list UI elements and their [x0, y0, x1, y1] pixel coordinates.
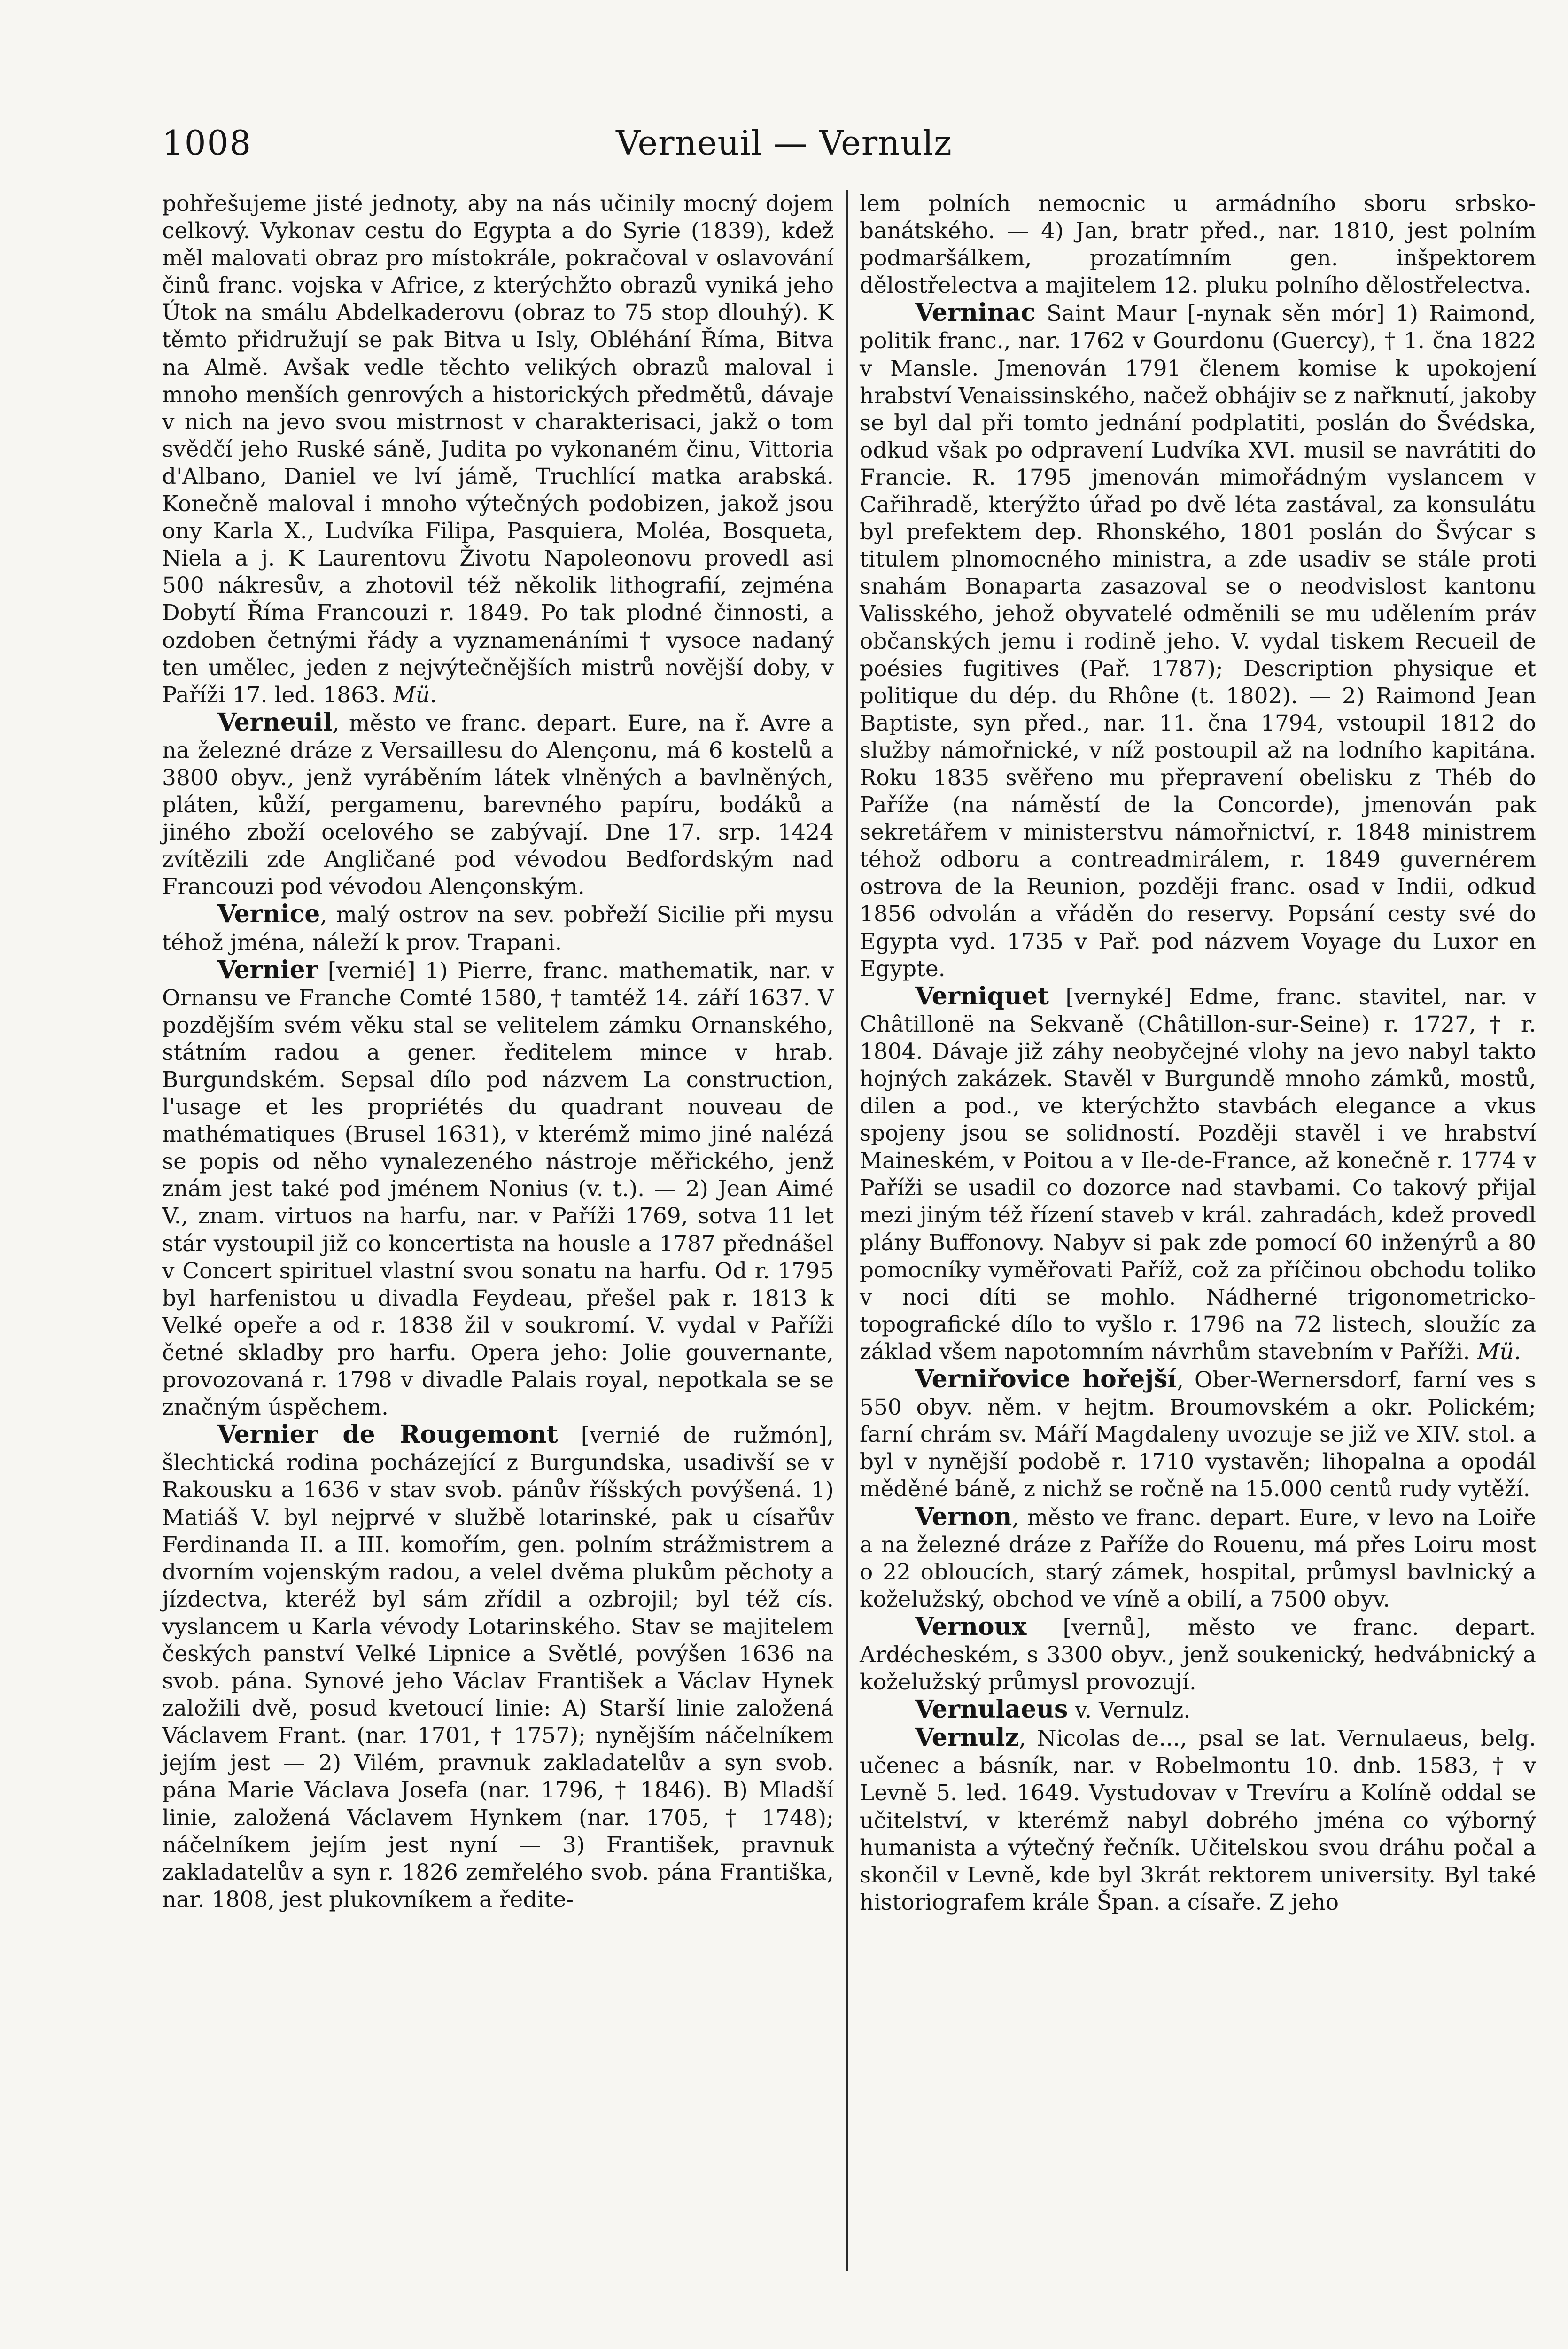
- dictionary-entry: [162, 957, 834, 1422]
- author-signature: Mü.: [393, 682, 437, 708]
- entry-headword: Vernier de Rougemont: [217, 1420, 558, 1449]
- dictionary-entry: [162, 709, 834, 901]
- right-column: [860, 190, 1536, 2290]
- dictionary-entry: [860, 1366, 1536, 1503]
- dictionary-entry: [860, 1613, 1536, 1696]
- author-signature: Mü.: [1477, 1338, 1521, 1365]
- dictionary-entry: [860, 299, 1536, 982]
- dictionary-entry: [162, 901, 834, 956]
- entry-text: [vernié de ružmón], šlechtická rodina pocházející z Burgundska, usadivší se v Rakousku a 1636 v stav svob. pánův říšských povýšená. 1) Matiáš V. byl nejprvé v službě lotarinské, pak u císařův Ferdinanda II. a III. komořím, gen. polním strážmistrem a dvorním vojenským radou, a velel dvěma plukům pěchoty a jízdectva, kteréž byl sám zřídil a ozbrojil; byl též cís. vyslancem u Karla vévody Lotarinského. Stav se majitelem českých panství Velké Lipnice a Světlé, povýšen 1636 na svob. pána. Synové jeho Václav František a Václav Hynek založili dvě, posud kvetoucí linie: A) Starší linie založená Václavem Frant. (nar. 1701, † 1757); nynějším náčelníkem jejím jest — 2) Vilém, pravnuk zakladatelův a syn svob. pána Marie Václava Josefa (nar. 1796, † 1846). B) Mladší linie, založená Václavem Hynkem (nar. 1705, † 1748); náčelníkem jejím jest nyní — 3) František, pravnuk zakladatelův a syn r. 1826 zemřelého svob. pána Františka, nar. 1808, jest plukovníkem a ředite-: [162, 1423, 834, 1913]
- entry-headword: Vernice: [217, 900, 320, 929]
- continued-text: [162, 190, 834, 709]
- entry-text: , malý ostrov na sev. pobřeží Sicilie při mysu téhož jména, náleží k prov. Trapani.: [162, 902, 834, 956]
- entry-headword: Vernier: [217, 955, 318, 984]
- dictionary-entry: [860, 983, 1536, 1366]
- entry-headword: Vernulz: [915, 1723, 1019, 1752]
- entry-headword: Verniřovice hořejší: [915, 1365, 1177, 1394]
- dictionary-entry: [162, 1421, 834, 1913]
- entry-text: v. Vernulz.: [1068, 1697, 1191, 1724]
- continued-text: [860, 190, 1536, 299]
- entry-headword: Vernoux: [915, 1612, 1027, 1641]
- page-number: 1008: [162, 123, 252, 163]
- dictionary-entry: [860, 1724, 1536, 1916]
- entry-text: , Ober-Wernersdorf, farní ves s 550 obyv. něm. v hejtm. Broumovském a okr. Polickém; farní chrám sv. Máří Magdaleny uvozuje se již ve XIV. stol. a byl v nynější podobě r. 1710 vystavěn; lihopalna a opodál měděné báně, z nichž se ročně na 15.000 centů rudy vytěží.: [860, 1367, 1537, 1502]
- entry-headword: Vernulaeus: [915, 1695, 1068, 1724]
- entry-text: , město ve franc. depart. Eure, v levo na Loiře a na železné dráze z Paříže do Rouenu, má přes Loiru most o 22 obloucích, starý zámek, hospital, průmysl bavlnický a koželužský, obchod ve víně a obilí, a 7500 obyv.: [860, 1504, 1536, 1612]
- entry-text: , Nicolas de..., psal se lat. Vernulaeus, belg. učenec a básník, nar. v Robelmontu 10. dnb. 1583, † v Levně 5. led. 1649. Vystudovav v Trevíru a Kolíně oddal se učitelství, v kterémž nabyl dobrého jména co výborný humanista a výtečný řečník. Učitelskou svou dráhu počal a skončil v Levně, kde byl 3krát rektorem university. Byl také historiografem krále Špan. a císaře. Z jeho: [860, 1726, 1536, 1915]
- entry-text: , město ve franc. depart. Eure, na ř. Avre a na železné dráze z Versaillesu do Alençonu, má 6 kostelů a 3800 obyv., jenž vyráběním látek vlněných a bavlněných, pláten, kůží, pergamenu, barevného papíru, bodáků a jiného zboží ocelového se zabývají. Dne 17. srp. 1424 zvítězili zde Angličané pod vévodou Bedfordským nad Francouzi pod vévodou Alençonským.: [162, 710, 834, 900]
- entry-text: pohřešujeme jisté jednoty, aby na nás učinily mocný dojem celkový. Vykonav cestu do Egypta a do Syrie (1839), kdež měl malovati obraz pro místokrále, pokračoval v oslavování činů franc. vojska v Africe, z kterýchžto obrazů vyniká jeho Útok na smálu Abdelkaderovu (obraz to 75 stop dlouhý). K těmto přidružují se pak Bitva u Isly, Obléhání Říma, Bitva na Almě. Avšak vedle těchto velikých obrazů maloval i mnoho menších genrových a historických předmětů, dávaje v nich na jevo svou mistrnost v charakterisaci, jakž o tom svědčí jeho Ruské sáně, Judita po vykonaném činu, Vittoria d'Albano, Daniel ve lví jámě, Truchlící matka arabská. Konečně maloval i mnoho výtečných podobizen, jakož jsou ony Karla X., Ludvíka Filipa, Pasquiera, Moléa, Bosqueta, Niela a j. K Laurentovu Životu Napoleonovu provedl asi 500 nákresův, a zhotovil též několik lithografií, zejména Dobytí Říma Francouzi r. 1849. Po tak plodné činnosti, a ozdoben četnými řády a vyznamenáními † vysoce nadaný ten umělec, jeden z nejvýtečnějších mistrů novější doby, v Paříži 17. led. 1863.: [162, 191, 834, 708]
- dictionary-entry: [860, 1503, 1536, 1613]
- left-column: [162, 190, 834, 2290]
- entry-headword: Verneuil: [217, 708, 333, 737]
- entry-text: lem polních nemocnic u armádního sboru srbsko-banátského. — 4) Jan, bratr před., nar. 1810, jest polním podmaršálkem, prozatímním gen. inšpektorem dělostřelectva a majitelem 12. pluku polního dělostřelectva.: [860, 191, 1536, 299]
- column-divider: [846, 190, 848, 2271]
- entry-headword: Verniquet: [915, 981, 1049, 1011]
- entry-headword: Verninac: [915, 298, 1036, 327]
- entry-text: [vernié] 1) Pierre, franc. mathematik, nar. v Ornansu ve Franche Comté 1580, † tamtéž 14. září 1637. V pozdějším svém věku stal se velitelem zámku Ornanského, státním radou a gener. ředitelem mince v hrab. Burgundském. Sepsal dílo pod názvem La construction, l'usage et les propriétés du quadrant nouveau de mathématiques (Brusel 1631), v kterémž mimo jiné nalézá se popis od něho vynalezeného nástroje měřického, jenž znám jest také pod jménem Nonius (v. t.). — 2) Jean Aimé V., znam. virtuos na harfu, nar. v Paříži 1769, sotva 11 let stár vystoupil již co koncertista na housle a 1787 přednášel v Concert spirituel vlastní svou sonatu na harfu. Od r. 1795 byl harfenistou u divadla Feydeau, přešel pak r. 1813 k Velké opeře a od r. 1838 žil v soukromí. V. vydal v Paříži četné skladby pro harfu. Opera jeho: Jolie gouvernante, provozovaná r. 1798 v divadle Palais royal, nepotkala se se značným úspěchem.: [162, 957, 834, 1421]
- running-header: Verneuil — Vernulz: [616, 123, 952, 163]
- entry-text: [vernyké] Edme, franc. stavitel, nar. v Châtillonë na Sekvaně (Châtillon-sur-Seine) r. 1727, † r. 1804. Dávaje již záhy neobyčejné vlohy na jevo nabyl takto hojných zakázek. Stavěl v Burgundě mnoho zámků, mostů, dilen a pod., ve kterýchžto stavbách elegance a vkus spojeny jsou se solidností. Později stavěl i ve hrabství Maineském, v Poitou a v Ile-de-France, až konečně r. 1774 v Paříži se usadil co dozorce nad stavbami. Co takový přijal mezi jiným též řízení staveb v král. zahradách, kdež provedl plány Buffonovy. Nabyv si pak zde pomocí 60 inženýrů a 80 pomocníky vyměřovati Paříž, což za příčinou obchodu toliko v noci díti se mohlo. Nádherné trigonometricko-topografické dílo to vyšlo r. 1796 na 72 listech, sloužíc za základ všem napotomním návrhům stavebním v Paříži.: [860, 984, 1536, 1365]
- entry-headword: Vernon: [915, 1502, 1012, 1531]
- dictionary-entry: [860, 1696, 1536, 1724]
- entry-text: Saint Maur [-nynak sěn mór] 1) Raimond, politik franc., nar. 1762 v Gourdonu (Guercy), † 1. čna 1822 v Mansle. Jmenován 1791 členem komise k upokojení hrabství Venaissinského, načež obhájiv se z nařknutí, jakoby se byl dal při tomto jednání podplatiti, poslán do Švédska, odkud však po odpravení Ludvíka XVI. musil se navrátiti do Francie. R. 1795 jmenován mimořádným vyslancem v Cařihradě, kterýžto úřad po dvě léta zastával, za konsulátu byl prefektem dep. Rhonského, 1801 poslán do Švýcar s titulem plnomocného ministra, a zde usadiv se stále proti snahám Bonaparta zasazoval se o neodvislost kantonu Valisského, jehož obyvatelé odměnili se mu udělením práv občanských jemu i rodině jeho. V. vydal tiskem Recueil de poésies fugitives (Pař. 1787); Description physique et politique du dép. du Rhône (t. 1802). — 2) Raimond Jean Baptiste, syn před., nar. 11. čna 1794, vstoupil 1812 do služby námořnické, v níž postoupil až na lodního kapitána. Roku 1835 svěřeno mu přepravení obelisku z Théb do Paříže (na náměstí de la Concorde), jmenován pak sekretářem v ministerstvu námořnictví, r. 1848 ministrem téhož odboru a contreadmirálem, r. 1849 guvernérem ostrova de la Reunion, později franc. osad v Indii, odkud 1856 odvolán a vřáděn do reservy. Popsání cesty své do Egypta vyd. 1735 v Pař. pod názvem Voyage du Luxor en Egypte.: [860, 301, 1536, 982]
- entry-text: [vernů], město ve franc. depart. Ardécheském, s 3300 obyv., jenž soukenický, hedvábnický a koželužský průmysl provozují.: [860, 1614, 1536, 1696]
